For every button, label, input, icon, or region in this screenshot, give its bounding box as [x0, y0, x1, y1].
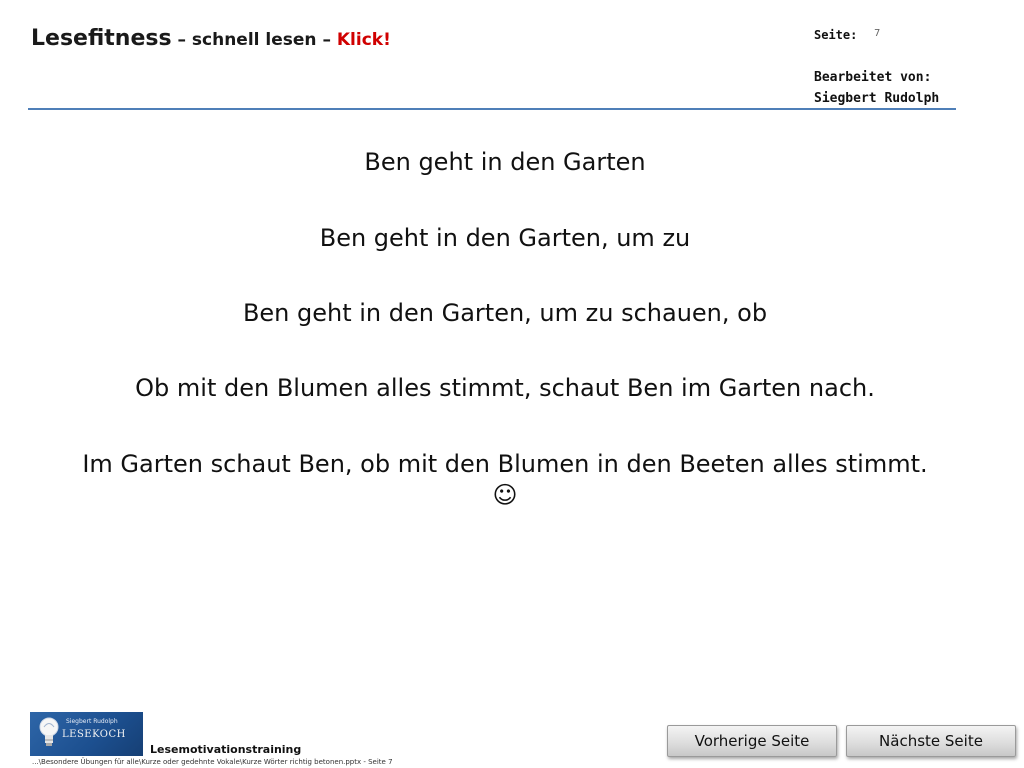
page-label: Seite: [814, 28, 858, 42]
smiley-icon: ☺ [492, 481, 518, 509]
file-path: ...\Besondere Übungen für alle\Kurze oder gedehnte Vokale\Kurze Wörter richtig betonen.pptx - Seite 7 [32, 758, 393, 766]
logo-brand: LESEKOCH [62, 729, 126, 740]
reading-line: Ben geht in den Garten [364, 148, 646, 176]
title-klick: Klick! [336, 30, 391, 50]
title-main: Lesefitness [31, 26, 172, 51]
title-separator: – [171, 30, 192, 50]
header-divider [28, 108, 956, 110]
page-number: 7 [874, 28, 881, 39]
reading-line: Ob mit den Blumen alles stimmt, schaut Ben im Garten nach. [135, 374, 875, 402]
page-title [31, 26, 391, 51]
editor-name: Siegbert Rudolph [814, 91, 940, 106]
lightbulb-icon [36, 716, 62, 748]
editor-info [814, 67, 939, 109]
previous-page-button[interactable]: Vorherige Seite [667, 725, 837, 757]
reading-line: Ben geht in den Garten, um zu schauen, ob [242, 299, 768, 327]
next-page-button[interactable]: Nächste Seite [846, 725, 1016, 757]
logo-author: Siegbert Rudolph [66, 718, 118, 725]
editor-label: Bearbeitet von: [814, 70, 932, 85]
lesekoch-logo [30, 712, 143, 756]
title-subtitle: schnell lesen [191, 30, 317, 50]
reading-line: Ben geht in den Garten, um zu [319, 224, 691, 252]
footer-label: Lesemotivationstraining [150, 743, 302, 756]
title-separator: – [316, 30, 337, 50]
reading-line: Im Garten schaut Ben, ob mit den Blumen in den Beeten alles stimmt. [82, 450, 928, 478]
